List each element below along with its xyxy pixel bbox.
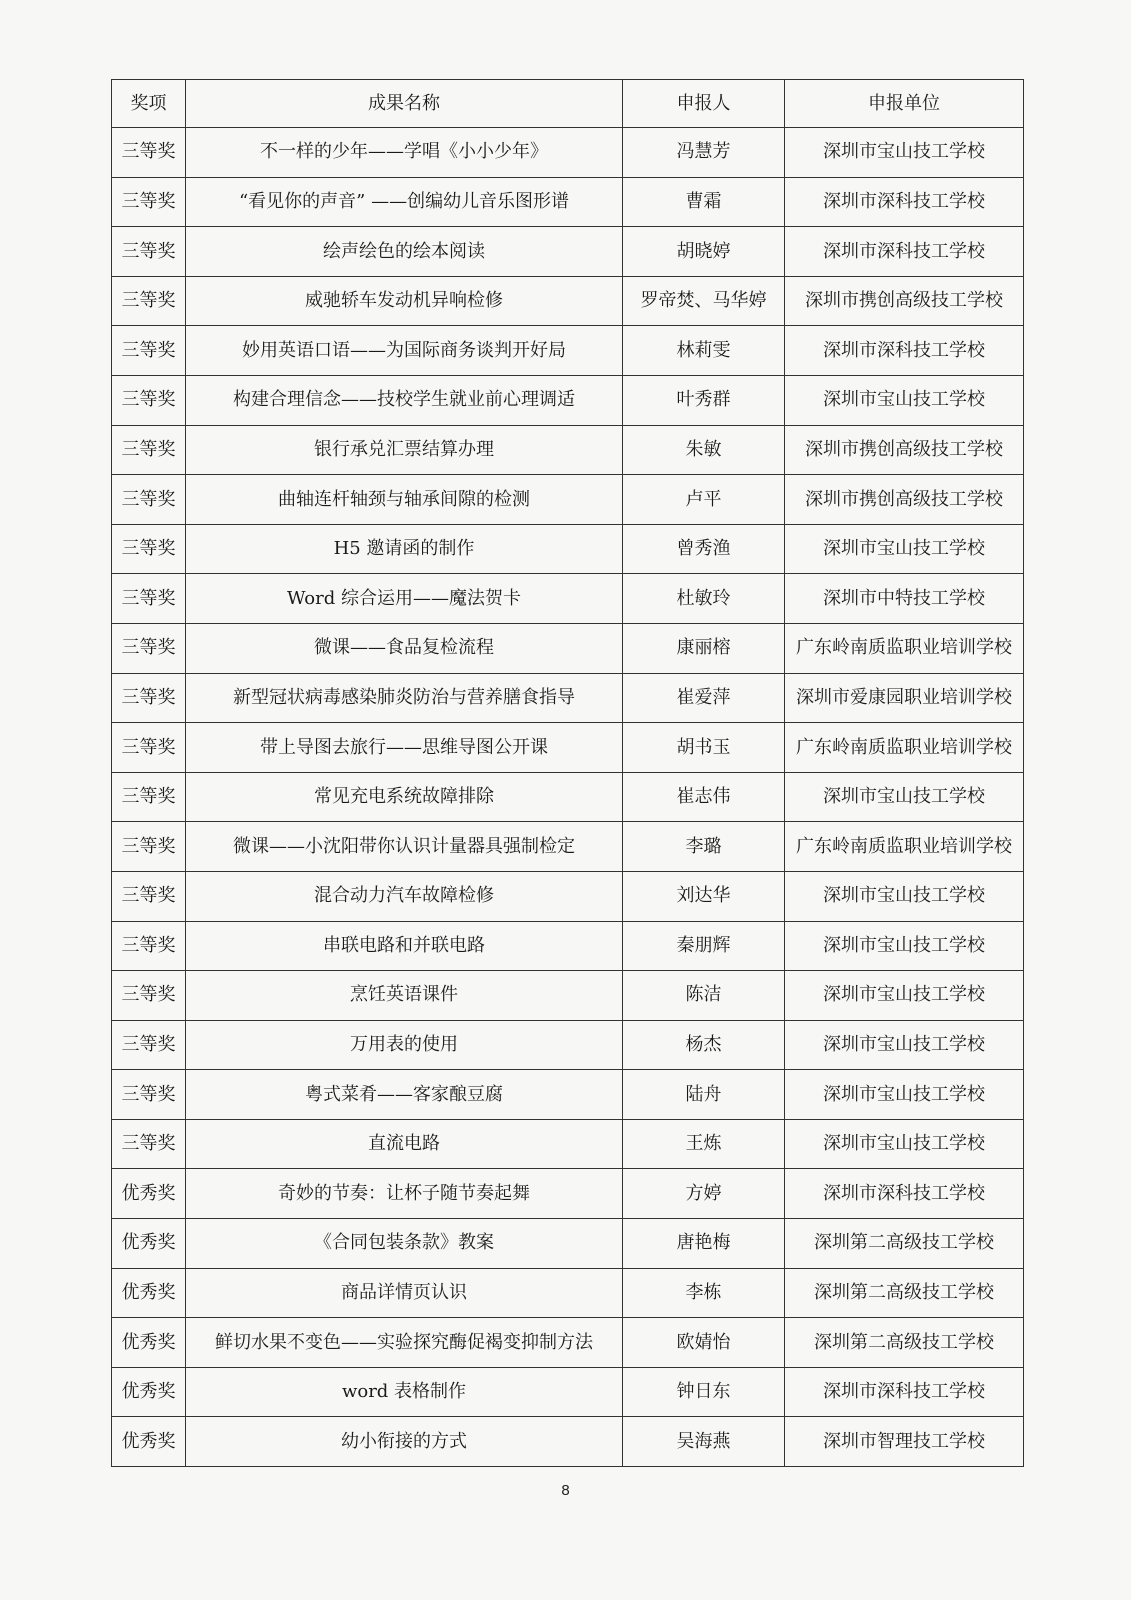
cell-applicant: 钟日东: [623, 1367, 785, 1417]
table-row: [112, 1318, 1024, 1368]
cell-award: 三等奖: [112, 574, 186, 624]
cell-award: 三等奖: [112, 772, 186, 822]
cell-unit: 深圳第二高级技工学校: [785, 1219, 1024, 1269]
table-row: [112, 227, 1024, 277]
cell-title: 粤式菜肴——客家酿豆腐: [186, 1070, 623, 1120]
cell-applicant: 李璐: [623, 822, 785, 872]
cell-award: 三等奖: [112, 822, 186, 872]
cell-award: 三等奖: [112, 177, 186, 227]
cell-title: 构建合理信念——技校学生就业前心理调适: [186, 375, 623, 425]
cell-award: 优秀奖: [112, 1318, 186, 1368]
table-row: [112, 673, 1024, 723]
cell-applicant: 曾秀渔: [623, 524, 785, 574]
cell-applicant: 陈洁: [623, 971, 785, 1021]
table-row: [112, 822, 1024, 872]
cell-unit: 深圳市深科技工学校: [785, 1367, 1024, 1417]
table-row: [112, 1119, 1024, 1169]
cell-unit: 深圳市宝山技工学校: [785, 1070, 1024, 1120]
cell-title: 烹饪英语课件: [186, 971, 623, 1021]
cell-award: 优秀奖: [112, 1417, 186, 1467]
table-row: [112, 326, 1024, 376]
cell-unit: 深圳市携创高级技工学校: [785, 475, 1024, 525]
cell-title: 鲜切水果不变色——实验探究酶促褐变抑制方法: [186, 1318, 623, 1368]
cell-award: 三等奖: [112, 673, 186, 723]
cell-title: 不一样的少年——学唱《小小少年》: [186, 128, 623, 178]
cell-award: 三等奖: [112, 871, 186, 921]
cell-award: 三等奖: [112, 524, 186, 574]
cell-applicant: 叶秀群: [623, 375, 785, 425]
cell-award: 三等奖: [112, 128, 186, 178]
table-row: [112, 1417, 1024, 1467]
cell-unit: 深圳市携创高级技工学校: [785, 425, 1024, 475]
table-row: [112, 276, 1024, 326]
cell-applicant: 王炼: [623, 1119, 785, 1169]
cell-applicant: 崔爱萍: [623, 673, 785, 723]
cell-applicant: 林莉雯: [623, 326, 785, 376]
cell-award: 三等奖: [112, 326, 186, 376]
cell-title: 商品详情页认识: [186, 1268, 623, 1318]
cell-unit: 深圳市宝山技工学校: [785, 524, 1024, 574]
cell-title: 奇妙的节奏：让杯子随节奏起舞: [186, 1169, 623, 1219]
table-row: [112, 623, 1024, 673]
cell-unit: 深圳市宝山技工学校: [785, 971, 1024, 1021]
cell-award: 三等奖: [112, 276, 186, 326]
cell-title: 微课——食品复检流程: [186, 623, 623, 673]
cell-applicant: 唐艳梅: [623, 1219, 785, 1269]
cell-unit: 广东岭南质监职业培训学校: [785, 723, 1024, 773]
cell-award: 三等奖: [112, 425, 186, 475]
cell-award: 三等奖: [112, 971, 186, 1021]
cell-applicant: 吴海燕: [623, 1417, 785, 1467]
cell-applicant: 秦朋辉: [623, 921, 785, 971]
table-row: [112, 1268, 1024, 1318]
cell-award: 三等奖: [112, 921, 186, 971]
cell-applicant: 朱敏: [623, 425, 785, 475]
cell-title: “看见你的声音” ——创编幼儿音乐图形谱: [186, 177, 623, 227]
header-applicant: 申报人: [623, 80, 785, 128]
cell-applicant: 刘达华: [623, 871, 785, 921]
cell-title: 万用表的使用: [186, 1020, 623, 1070]
cell-award: 三等奖: [112, 475, 186, 525]
table-row: [112, 1219, 1024, 1269]
cell-applicant: 冯慧芳: [623, 128, 785, 178]
cell-unit: 深圳市宝山技工学校: [785, 375, 1024, 425]
cell-unit: 深圳市深科技工学校: [785, 1169, 1024, 1219]
cell-unit: 深圳市宝山技工学校: [785, 1020, 1024, 1070]
cell-unit: 深圳市宝山技工学校: [785, 772, 1024, 822]
header-unit: 申报单位: [785, 80, 1024, 128]
table-row: [112, 425, 1024, 475]
cell-award: 三等奖: [112, 1020, 186, 1070]
table-row: [112, 921, 1024, 971]
cell-unit: 广东岭南质监职业培训学校: [785, 822, 1024, 872]
cell-award: 三等奖: [112, 1119, 186, 1169]
cell-title: 幼小衔接的方式: [186, 1417, 623, 1467]
cell-unit: 深圳市宝山技工学校: [785, 1119, 1024, 1169]
table-row: [112, 1169, 1024, 1219]
cell-unit: 深圳市智理技工学校: [785, 1417, 1024, 1467]
cell-unit: 深圳市爱康园职业培训学校: [785, 673, 1024, 723]
cell-applicant: 康丽榕: [623, 623, 785, 673]
cell-unit: 深圳市宝山技工学校: [785, 921, 1024, 971]
cell-title: 串联电路和并联电路: [186, 921, 623, 971]
table-row: [112, 375, 1024, 425]
cell-award: 优秀奖: [112, 1268, 186, 1318]
cell-unit: 深圳市深科技工学校: [785, 227, 1024, 277]
header-award: 奖项: [112, 80, 186, 128]
cell-title: 妙用英语口语——为国际商务谈判开好局: [186, 326, 623, 376]
cell-unit: 深圳市深科技工学校: [785, 326, 1024, 376]
cell-award: 三等奖: [112, 1070, 186, 1120]
cell-title: 常见充电系统故障排除: [186, 772, 623, 822]
table-row: [112, 1367, 1024, 1417]
cell-award: 优秀奖: [112, 1219, 186, 1269]
cell-title: word 表格制作: [186, 1367, 623, 1417]
cell-unit: 深圳市携创高级技工学校: [785, 276, 1024, 326]
table-row: [112, 574, 1024, 624]
cell-award: 三等奖: [112, 723, 186, 773]
cell-applicant: 陆舟: [623, 1070, 785, 1120]
table-row: [112, 524, 1024, 574]
table-row: [112, 1020, 1024, 1070]
cell-title: H5 邀请函的制作: [186, 524, 623, 574]
table-row: [112, 971, 1024, 1021]
cell-title: 直流电路: [186, 1119, 623, 1169]
cell-unit: 广东岭南质监职业培训学校: [785, 623, 1024, 673]
table-row: [112, 177, 1024, 227]
cell-award: 三等奖: [112, 623, 186, 673]
cell-applicant: 李栋: [623, 1268, 785, 1318]
cell-unit: 深圳市宝山技工学校: [785, 871, 1024, 921]
cell-title: 银行承兑汇票结算办理: [186, 425, 623, 475]
table-row: [112, 475, 1024, 525]
cell-title: 新型冠状病毒感染肺炎防治与营养膳食指导: [186, 673, 623, 723]
cell-applicant: 杜敏玲: [623, 574, 785, 624]
cell-unit: 深圳市中特技工学校: [785, 574, 1024, 624]
cell-title: Word 综合运用——魔法贺卡: [186, 574, 623, 624]
cell-unit: 深圳市宝山技工学校: [785, 128, 1024, 178]
cell-unit: 深圳市深科技工学校: [785, 177, 1024, 227]
cell-award: 三等奖: [112, 227, 186, 277]
cell-title: 混合动力汽车故障检修: [186, 871, 623, 921]
cell-applicant: 胡晓婷: [623, 227, 785, 277]
cell-title: 微课——小沈阳带你认识计量器具强制检定: [186, 822, 623, 872]
cell-title: 带上导图去旅行——思维导图公开课: [186, 723, 623, 773]
cell-applicant: 欧婧怡: [623, 1318, 785, 1368]
table-row: [112, 723, 1024, 773]
awards-table: [111, 79, 1024, 1467]
table-header-row: [112, 80, 1024, 128]
cell-title: 《合同包装条款》教案: [186, 1219, 623, 1269]
cell-title: 绘声绘色的绘本阅读: [186, 227, 623, 277]
cell-unit: 深圳第二高级技工学校: [785, 1318, 1024, 1368]
cell-applicant: 卢平: [623, 475, 785, 525]
table-row: [112, 772, 1024, 822]
table-row: [112, 871, 1024, 921]
cell-applicant: 曹霜: [623, 177, 785, 227]
cell-applicant: 罗帝焚、马华婷: [623, 276, 785, 326]
cell-applicant: 杨杰: [623, 1020, 785, 1070]
cell-title: 曲轴连杆轴颈与轴承间隙的检测: [186, 475, 623, 525]
cell-applicant: 崔志伟: [623, 772, 785, 822]
cell-applicant: 方婷: [623, 1169, 785, 1219]
cell-award: 三等奖: [112, 375, 186, 425]
cell-award: 优秀奖: [112, 1367, 186, 1417]
cell-applicant: 胡书玉: [623, 723, 785, 773]
header-title: 成果名称: [186, 80, 623, 128]
table-body: [112, 128, 1024, 1467]
cell-unit: 深圳第二高级技工学校: [785, 1268, 1024, 1318]
table-row: [112, 1070, 1024, 1120]
cell-title: 威驰轿车发动机异响检修: [186, 276, 623, 326]
table-row: [112, 128, 1024, 178]
cell-award: 优秀奖: [112, 1169, 186, 1219]
page-number: 8: [561, 1482, 570, 1499]
